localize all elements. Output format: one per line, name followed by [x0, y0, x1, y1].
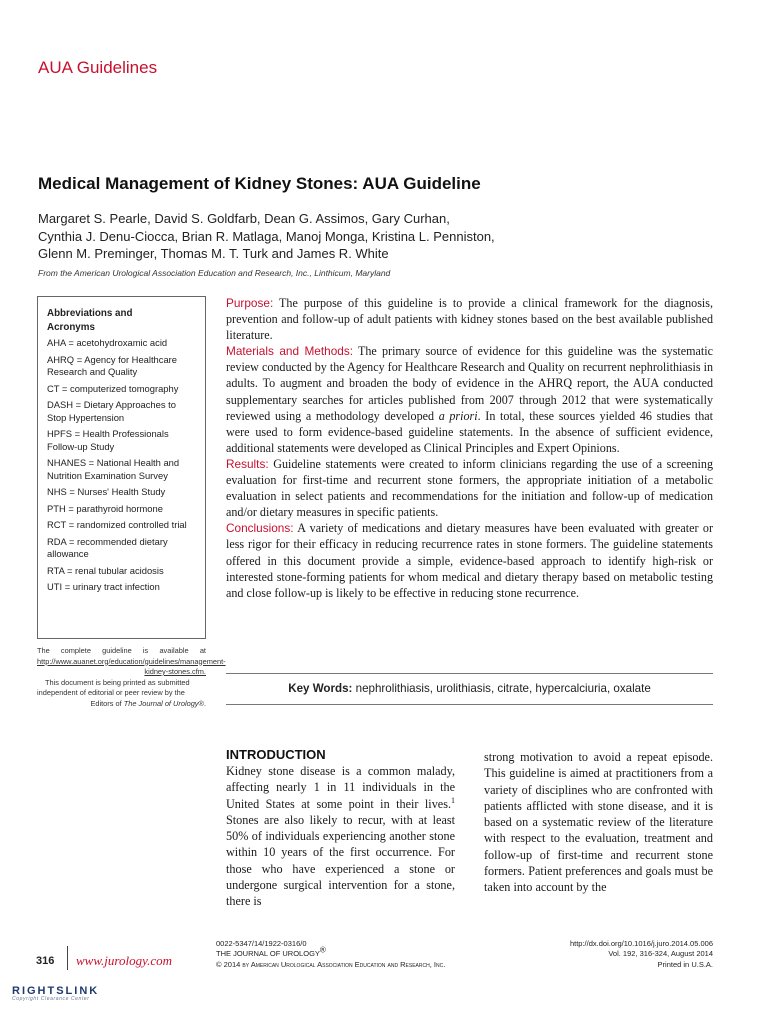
- availability-note: [37, 646, 226, 678]
- intro-paragraph-cont: strong motivation to avoid a repeat episode. This guideline is aimed at practitioners from a variety of disciplines who are confronted with patients afflicted with stone disease, and it is based on a systematic review of the literature with respect to the evaluation, treatment and follow-up of first-time and recurrent stone formers. Patient preferences and goals must be taken into account by the: [484, 750, 713, 895]
- doi-link[interactable]: http://dx.doi.org/10.1016/j.juro.2014.05.006: [569, 939, 713, 948]
- section-label: AUA Guidelines: [38, 58, 158, 77]
- intro-text-cont: Stones are also likely to recur, with at least 50% of individuals experiencing another stone within 10 years of the first occurrence. For those who have experienced a stone or undergone surgical intervention for a stone, there is: [226, 812, 455, 909]
- reference-mark[interactable]: 1: [451, 795, 455, 805]
- abstract: [226, 295, 713, 601]
- printing-note: [37, 678, 206, 710]
- abbreviation-item: HPFS = Health Professionals Follow-up Study: [47, 428, 169, 452]
- author-list: [38, 210, 658, 263]
- copyright: © 2014 by American Urological Association Education and Research, Inc.: [216, 959, 446, 969]
- rightslink-subtitle: Copyright Clearance Center: [12, 996, 90, 1002]
- journal-url[interactable]: www.jurology.com: [76, 953, 173, 968]
- keywords-text: nephrolithiasis, urolithiasis, citrate, hypercalciuria, oxalate: [352, 682, 651, 695]
- abstract-results: [226, 456, 713, 520]
- results-text: Guideline statements were created to inform clinicians regarding the use of a screening evaluation for first-time and recurrent stone formers, the appropriate initiation of a metabolic evaluation in select patients and recommendations for the initiation and follow-up of medication and/or dietary measures in specific patients.: [226, 456, 713, 520]
- abbreviation-item: NHS = Nurses' Health Study: [47, 486, 166, 497]
- abbreviation-item: RTA = renal tubular acidosis: [47, 564, 164, 576]
- intro-column-2: [484, 749, 713, 896]
- journal-name: [216, 945, 445, 959]
- abbreviation-item: AHRQ = Agency for Healthcare Research and Quality: [47, 353, 178, 377]
- purpose-text: The purpose of this guideline is to provide a clinical framework for the diagnosis, prevention and follow-up of adult patients with kidney stones based on the best available published literature.: [226, 296, 713, 343]
- intro-text: Kidney stone disease is a common malady, affecting nearly 1 in 11 individuals in the United States at some point in their lives.: [226, 764, 455, 811]
- rightslink-logo[interactable]: [12, 985, 99, 1002]
- article-title: Medical Management of Kidney Stones: AUA Guideline: [38, 174, 481, 193]
- printing-note-suffix: ®.: [198, 698, 206, 708]
- footer-divider: [67, 946, 68, 970]
- abstract-purpose: [226, 295, 713, 343]
- methods-text-cont: . In total, these sources yielded 46 studies that were used to form evidence-based guideline statements. In the absence of sufficient evidence, additional statements were developed as Clinical Principles and Expert Opinions.: [226, 408, 714, 455]
- affiliation: From the American Urological Association Education and Research, Inc., Linthicum, Maryland: [38, 268, 391, 278]
- abstract-conclusions: [226, 520, 713, 600]
- intro-paragraph: [226, 763, 455, 910]
- abbreviations-box: [37, 296, 206, 639]
- author-line: Margaret S. Pearle, David S. Goldfarb, Dean G. Assimos, Gary Curhan,: [38, 211, 450, 226]
- printed-in: Printed in U.S.A.: [657, 959, 713, 969]
- abbreviation-item: AHA = acetohydroxamic acid: [47, 337, 168, 348]
- page-number: 316: [36, 955, 55, 967]
- journal-name-text: THE JOURNAL OF UROLOGY: [216, 949, 320, 959]
- abbreviation-item: RCT = randomized controlled trial: [47, 519, 187, 530]
- conclusions-label: Conclusions:: [226, 521, 294, 536]
- abbreviation-item: DASH = Dietary Approaches to Stop Hypertension: [47, 399, 176, 423]
- methods-italic: a priori: [438, 408, 478, 423]
- methods-text: The primary source of evidence for this guideline was the systematic review conducted by the Agency for Healthcare Research and Quality on recurrent nephrolithiasis in adults. To augment and broaden the body of evidence in the AHRQ report, the AUA conducted supplementary searches for articles published from 2007 through 2012 that were systematically reviewed using a methodology developed: [226, 344, 713, 423]
- registered-mark: ®: [319, 945, 326, 955]
- author-line: Glenn M. Preminger, Thomas M. T. Turk and James R. White: [38, 246, 389, 261]
- keywords: [226, 673, 713, 705]
- intro-heading: INTRODUCTION: [226, 747, 326, 762]
- printing-note-journal: The Journal of Urology: [123, 698, 199, 708]
- purpose-label: Purpose:: [226, 296, 274, 310]
- methods-label: Materials and Methods:: [226, 344, 353, 359]
- issn: 0022-5347/14/1922-0316/0: [216, 939, 307, 948]
- abstract-methods: [226, 343, 713, 456]
- results-label: Results:: [226, 456, 269, 471]
- abbreviation-item: PTH = parathyroid hormone: [47, 502, 163, 514]
- volume-info: Vol. 192, 316-324, August 2014: [608, 949, 713, 959]
- abbreviation-item: CT = computerized tomography: [47, 382, 179, 394]
- availability-note-text: The complete guideline is available at: [37, 646, 206, 655]
- footer-identifiers: [216, 939, 445, 970]
- keywords-label: Key Words:: [288, 682, 353, 695]
- rightslink-wordmark: RIGHTSLINK: [12, 985, 100, 997]
- printing-note-text: This document is being printed as submitted independent of editorial or peer review by the Editors of: [37, 677, 190, 708]
- conclusions-text: A variety of medications and dietary measures have been evaluated with greater or less rigor for their efficacy in reducing recurrence rates in stone formers. The guideline statements offered in this document provide a simple, evidence-based approach to identify high-risk or interested stone-forming patients for whom medical and dietary therapy based on metabolic testing and close follow-up is likely to be effective in reducing stone recurrence.: [226, 521, 713, 600]
- abbreviation-item: RDA = recommended dietary allowance: [47, 535, 168, 559]
- abbreviation-item: UTI = urinary tract infection: [47, 581, 160, 592]
- abbreviation-item: NHANES = National Health and Nutrition Examination Survey: [47, 457, 180, 481]
- footer-citation: [570, 939, 713, 970]
- guideline-link[interactable]: http://www.auanet.org/education/guidelines/management-kidney-stones.cfm.: [37, 656, 226, 676]
- intro-column-1: [226, 747, 455, 910]
- author-line: Cynthia J. Denu-Ciocca, Brian R. Matlaga, Manoj Monga, Kristina L. Penniston,: [38, 228, 495, 244]
- abbreviations-title: Abbreviations and Acronyms: [47, 308, 133, 333]
- box-notes: [37, 646, 226, 709]
